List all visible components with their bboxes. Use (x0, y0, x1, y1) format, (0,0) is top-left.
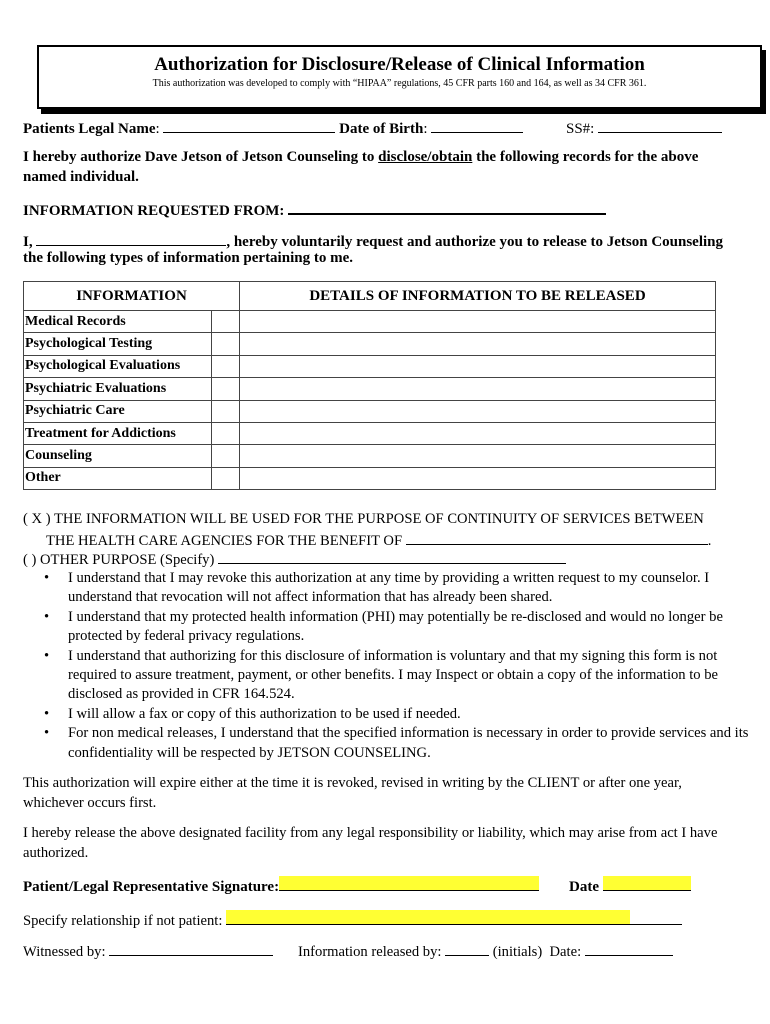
col-information-header: INFORMATION (24, 282, 240, 311)
header-box (37, 45, 762, 109)
bullet-icon: • (44, 647, 50, 664)
signature-date-field[interactable] (603, 876, 691, 891)
row-checkbox[interactable] (212, 378, 240, 400)
table-row (24, 333, 716, 355)
row-label: Psychological Evaluations (24, 355, 212, 377)
purpose-line-1: ( X ) THE INFORMATION WILL BE USED FOR THE PURPOSE OF CONTINUITY OF SERVICES BETWEEN (23, 511, 704, 527)
row-checkbox[interactable] (212, 311, 240, 333)
row-label: Medical Records (24, 311, 212, 333)
signature-label: Patient/Legal Representative Signature: (23, 879, 280, 895)
requested-from-line (23, 199, 606, 220)
signature-date-label: Date (569, 879, 599, 895)
authorize-prefix: I hereby authorize Dave Jetson of Jetson Counseling to (23, 149, 379, 165)
bullet-icon: • (44, 608, 50, 625)
release-line-2: authorized. (23, 845, 89, 861)
signature-field[interactable] (279, 876, 539, 891)
benefit-of-field[interactable] (406, 530, 708, 545)
requested-from-field[interactable] (288, 199, 606, 215)
witness-date-field[interactable] (585, 941, 673, 956)
row-label: Counseling (24, 445, 212, 467)
list-item (44, 569, 754, 608)
row-checkbox[interactable] (212, 445, 240, 467)
relationship-label: Specify relationship if not patient: (23, 913, 223, 929)
list-item (44, 724, 754, 763)
relationship-field-tail (630, 910, 682, 925)
row-details[interactable] (240, 311, 716, 333)
row-checkbox[interactable] (212, 422, 240, 444)
voluntary-name-field[interactable] (36, 231, 226, 246)
dob-field[interactable] (431, 118, 523, 133)
signature-line (23, 876, 539, 896)
dob-sep: : (423, 121, 428, 137)
patient-name-sep: : (155, 121, 160, 137)
row-details[interactable] (240, 467, 716, 489)
expire-line-2: whichever occurs first. (23, 795, 157, 811)
witnessed-by-field[interactable] (109, 941, 273, 956)
form-subtitle: This authorization was developed to comply with “HIPAA” regulations, 45 CFR parts 160 and 164, as well as 34 CFR 361. (152, 78, 647, 89)
list-item (44, 705, 754, 724)
relationship-field[interactable] (226, 910, 630, 925)
row-label: Psychological Testing (24, 333, 212, 355)
released-by-label: Information released by: (298, 944, 442, 960)
authorize-suffix: the following records for the above (472, 149, 699, 165)
acknowledgement-list (44, 569, 754, 763)
row-details[interactable] (240, 422, 716, 444)
row-details[interactable] (240, 333, 716, 355)
row-details[interactable] (240, 445, 716, 467)
table-row (24, 311, 716, 333)
relationship-line (23, 910, 682, 930)
row-label: Psychiatric Evaluations (24, 378, 212, 400)
voluntary-prefix: I, (23, 234, 33, 250)
released-by-field[interactable] (445, 941, 489, 956)
bullet-icon: • (44, 725, 50, 742)
authorize-line-2: named individual. (23, 169, 139, 185)
list-item (44, 647, 754, 705)
patient-name-label: Patients Legal Name (23, 121, 156, 137)
row-details[interactable] (240, 400, 716, 422)
voluntary-line (23, 231, 723, 251)
witness-date-label: Date: (549, 944, 582, 960)
other-purpose-label[interactable]: ( ) OTHER PURPOSE (Specify) (23, 552, 215, 568)
release-line-1: I hereby release the above designated facility from any legal responsibility or liability, which may arise from act I have (23, 825, 718, 841)
table-row (24, 445, 716, 467)
table-row (24, 422, 716, 444)
table-row (24, 400, 716, 422)
authorize-line (23, 149, 743, 166)
row-details[interactable] (240, 378, 716, 400)
purpose-line-2-text: THE HEALTH CARE AGENCIES FOR THE BENEFIT OF (46, 533, 403, 549)
released-by-line (298, 941, 673, 961)
purpose-line-2 (46, 530, 711, 550)
row-label: Other (24, 467, 212, 489)
row-label: Psychiatric Care (24, 400, 212, 422)
row-details[interactable] (240, 355, 716, 377)
list-item-text: I understand that I may revoke this authorization at any time by providing a written request to my counselor. I understand that revocation will not affect information that has already been shared. (68, 570, 710, 606)
witnessed-by-label: Witnessed by: (23, 944, 106, 960)
ss-line (566, 118, 722, 138)
list-item (44, 608, 754, 647)
voluntary-line-2: the following types of information pertaining to me. (23, 250, 353, 266)
other-purpose-field[interactable] (218, 549, 566, 564)
purpose-line-2-end: . (707, 533, 712, 549)
list-item-text: For non medical releases, I understand that the specified information is necessary in order to provide services and its confidentiality will be respected by JETSON COUNSELING. (68, 725, 749, 761)
patient-info-line (23, 118, 523, 138)
col-details-header: DETAILS OF INFORMATION TO BE RELEASED (240, 282, 716, 311)
ss-field[interactable] (598, 118, 722, 133)
witness-line (23, 941, 273, 961)
bullet-icon: • (44, 705, 50, 722)
list-item-text: I understand that my protected health information (PHI) may potentially be re-disclosed and would no longer be protected by federal privacy regulations. (68, 608, 723, 645)
bullet-icon: • (44, 570, 50, 586)
table-header-row (24, 282, 716, 311)
purpose-line-3 (23, 549, 566, 569)
requested-from-label: INFORMATION REQUESTED FROM: (23, 203, 285, 219)
list-item-text: I will allow a fax or copy of this authorization to be used if needed. (68, 705, 461, 722)
row-checkbox[interactable] (212, 333, 240, 355)
form-title: Authorization for Disclosure/Release of Clinical Information (154, 54, 645, 75)
patient-name-field[interactable] (163, 118, 335, 133)
row-checkbox[interactable] (212, 400, 240, 422)
authorize-action: disclose/obtain (378, 149, 473, 165)
dob-label: Date of Birth (339, 121, 424, 137)
initials-label: (initials) (492, 944, 543, 960)
row-checkbox[interactable] (212, 467, 240, 489)
signature-date-line (569, 876, 691, 896)
expire-line-1: This authorization will expire either at the time it is revoked, revised in writing by the CLIENT or after one year, (23, 775, 682, 791)
list-item-text: I understand that authorizing for this disclosure of information is voluntary and that my signing this form is not required to assure treatment, payment, or other benefits. I may Inspect or obtain a copy of the information to be disclosed as provided in CFR 164.524. (68, 647, 719, 703)
row-checkbox[interactable] (212, 355, 240, 377)
voluntary-suffix: , hereby voluntarily request and authorize you to release to Jetson Counseling (226, 234, 724, 250)
row-label: Treatment for Addictions (24, 422, 212, 444)
information-table (23, 281, 716, 490)
table-row (24, 467, 716, 489)
ss-label: SS#: (566, 121, 595, 137)
table-row (24, 355, 716, 377)
table-row (24, 378, 716, 400)
